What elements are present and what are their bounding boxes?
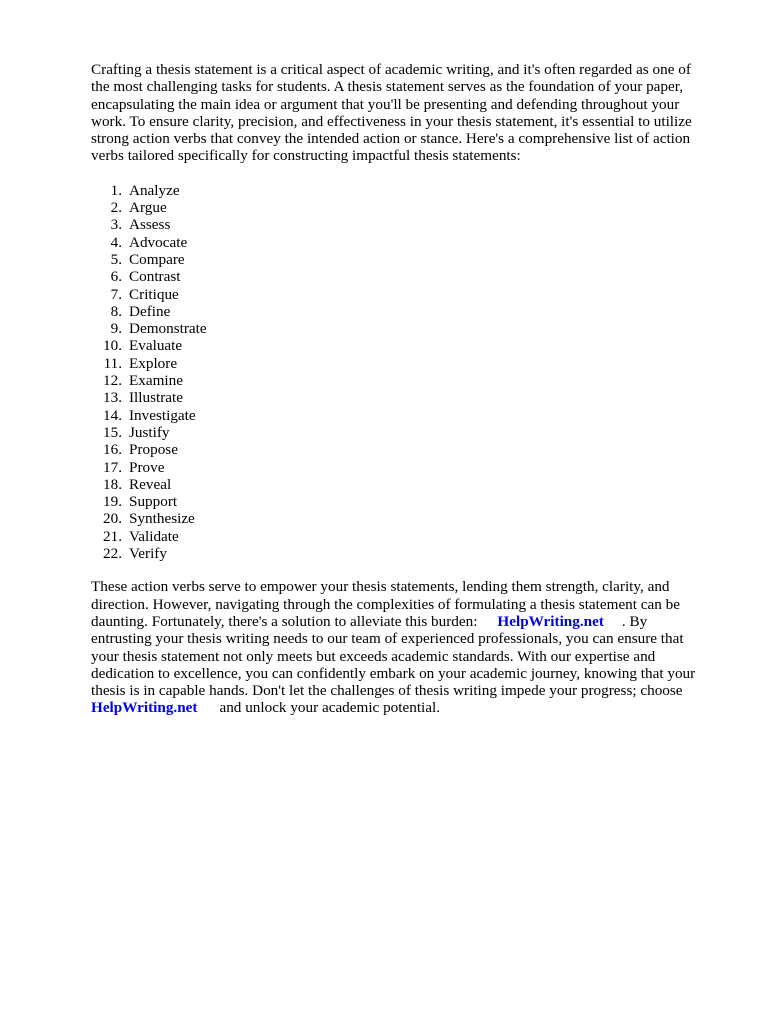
list-item [91,545,711,562]
list-item-number: 20. [103,510,122,528]
list-item-verb: Argue [129,199,167,217]
list-item-verb: Propose [129,441,178,459]
list-item-verb: Illustrate [129,389,183,407]
list-item [91,234,711,251]
list-item-number: 15. [103,423,122,441]
list-item-number: 17. [103,458,122,476]
list-item [91,493,711,510]
list-item-verb: Explore [129,354,178,372]
list-item-number: 14. [103,406,122,424]
list-item [91,286,711,303]
list-item-number: 5. [110,250,122,268]
document-page [91,61,711,717]
list-item [91,303,711,320]
list-item-number: 16. [103,441,122,459]
list-item-verb: Verify [129,545,167,563]
list-item [91,407,711,424]
list-item-verb: Validate [129,527,179,545]
list-item-number: 12. [103,372,122,390]
list-item-number: 3. [110,216,122,234]
list-item [91,389,711,406]
list-item-verb: Justify [129,423,170,441]
list-item-verb: Critique [129,285,179,303]
list-item-verb: Analyze [129,181,180,199]
list-item [91,337,711,354]
list-item-number: 8. [110,302,122,320]
list-item [91,355,711,372]
list-item-number: 7. [110,285,122,303]
list-item-number: 11. [103,354,122,372]
list-item-number: 22. [103,545,122,563]
list-item-number: 4. [110,233,122,251]
list-item [91,199,711,216]
closing-text-1: These action verbs serve to empower your thesis statements, lending them strength, clarity, and direction. However, navigating through the complexities of formulating a thesis statement can be daunting. Fortunately, there's a solution to alleviate this burden: [91,578,681,630]
list-item-verb: Define [129,302,171,320]
list-item-number: 10. [103,337,122,355]
list-item-number: 21. [103,527,122,545]
list-item-verb: Examine [129,372,183,390]
list-item-number: 2. [110,199,122,217]
list-item-verb: Assess [129,216,171,234]
helpwriting-link-2[interactable]: HelpWriting.net [91,699,198,717]
list-item-number: 9. [110,320,122,338]
list-item [91,251,711,268]
list-item [91,372,711,389]
list-item [91,216,711,233]
list-item [91,182,711,199]
list-item-verb: Contrast [129,268,181,286]
list-item [91,424,711,441]
list-item-number: 1. [110,181,122,199]
list-item-verb: Support [129,493,178,511]
list-item-number: 18. [103,475,122,493]
closing-text-3: and unlock your academic potential. [219,699,441,717]
list-item [91,268,711,285]
list-item-number: 19. [103,493,122,511]
helpwriting-link-1[interactable]: HelpWriting.net [497,612,604,630]
list-item-number: 13. [103,389,122,407]
list-item-verb: Evaluate [129,337,183,355]
list-item-verb: Advocate [129,233,188,251]
list-item [91,476,711,493]
list-item-verb: Reveal [129,475,172,493]
list-item [91,441,711,458]
closing-text-2: . By entrusting your thesis writing needs to our team of experienced professionals, you can ensure that your thesis statement not only meets but exceeds academic standards. With our expertise and dedication to excellence, you can confidently embark on your academic journey, knowing that your thesis is in capable hands. Don't let the challenges of thesis writing impede your progress; choose [91,612,696,700]
action-verbs-list [91,182,711,563]
list-item-number: 6. [110,268,122,286]
list-item [91,510,711,527]
list-item-verb: Investigate [129,406,196,424]
closing-paragraph [91,578,711,716]
list-item [91,459,711,476]
list-item-verb: Demonstrate [129,320,207,338]
intro-paragraph: Crafting a thesis statement is a critical aspect of academic writing, and it's often regarded as one of the most challenging tasks for students. A thesis statement serves as the foundation of your paper, encapsulating the main idea or argument that you'll be presenting and defending throughout your work. To ensure clarity, precision, and effectiveness in your thesis statement, it's essential to utilize strong action verbs that convey the intended action or stance. Here's a comprehensive list of action verbs tailored specifically for constructing impactful thesis statements: [91,61,692,165]
list-item-verb: Prove [129,458,165,476]
list-item [91,528,711,545]
list-item [91,320,711,337]
list-item-verb: Compare [129,250,185,268]
list-item-verb: Synthesize [129,510,195,528]
